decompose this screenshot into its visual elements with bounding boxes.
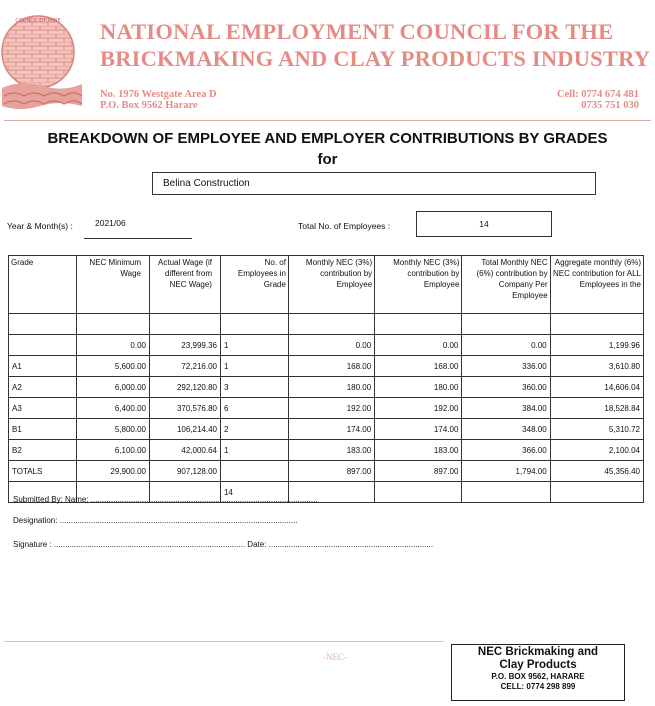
cell: TOTALS xyxy=(9,461,77,482)
total-employees-field[interactable]: 14 xyxy=(416,211,552,237)
table-totals-row xyxy=(9,461,644,482)
cell[interactable]: 3 xyxy=(220,377,288,398)
cell-line-2: 0735 751 030 xyxy=(581,100,639,111)
cell[interactable]: 1,199.96 xyxy=(550,335,643,356)
year-month-value[interactable]: 2021/06 xyxy=(95,218,126,228)
cell[interactable]: 1 xyxy=(220,335,288,356)
cell[interactable]: 6,100.00 xyxy=(76,440,149,461)
col-header-employee-contribution-a: Monthly NEC (3%) contribution by Employee xyxy=(288,256,374,314)
cell[interactable]: 384.00 xyxy=(462,398,550,419)
submitted-by-line[interactable]: Submitted By: Name: ...................................................................................................... xyxy=(13,495,318,504)
table-row xyxy=(9,398,644,419)
cell: 1,794.00 xyxy=(462,461,550,482)
cell xyxy=(550,482,643,503)
table-row xyxy=(9,419,644,440)
cell xyxy=(375,482,462,503)
cell[interactable]: B1 xyxy=(9,419,77,440)
cell[interactable]: 6 xyxy=(220,398,288,419)
cell[interactable]: 180.00 xyxy=(288,377,374,398)
official-stamp xyxy=(451,644,625,701)
cell[interactable]: 23,999.36 xyxy=(149,335,220,356)
cell xyxy=(462,482,550,503)
cell-line-1: Cell: 0774 674 481 xyxy=(557,89,639,100)
col-header-employees: No. of Employees in Grade xyxy=(220,256,288,314)
cell[interactable]: 192.00 xyxy=(288,398,374,419)
council-logo xyxy=(0,10,85,120)
cell[interactable]: 192.00 xyxy=(375,398,462,419)
table-row xyxy=(9,335,644,356)
cell[interactable]: 168.00 xyxy=(288,356,374,377)
cell[interactable]: A2 xyxy=(9,377,77,398)
cell[interactable]: B2 xyxy=(9,440,77,461)
company-name-field[interactable]: Belina Construction xyxy=(152,172,596,195)
address-line-1: No. 1976 Westgate Area D xyxy=(100,89,217,100)
cell[interactable]: 180.00 xyxy=(375,377,462,398)
footer-divider xyxy=(4,641,444,642)
cell[interactable]: 1 xyxy=(220,440,288,461)
table-row xyxy=(9,440,644,461)
cell: 897.00 xyxy=(375,461,462,482)
footer-nec-mark: -NEC- xyxy=(323,652,347,662)
org-line-1: NATIONAL EMPLOYMENT COUNCIL FOR THE xyxy=(100,19,614,44)
cell[interactable]: 0.00 xyxy=(375,335,462,356)
cell[interactable]: A1 xyxy=(9,356,77,377)
stamp-line-3: P.O. BOX 9562, HARARE xyxy=(491,672,585,681)
cell[interactable]: 5,310.72 xyxy=(550,419,643,440)
contributions-table xyxy=(8,255,644,503)
table-header-row xyxy=(9,256,644,314)
cell[interactable]: 1 xyxy=(220,356,288,377)
cell[interactable]: 2 xyxy=(220,419,288,440)
document-title: BREAKDOWN OF EMPLOYEE AND EMPLOYER CONTRIBUTIONS BY GRADES xyxy=(47,130,608,147)
total-employees-label: Total No. of Employees : xyxy=(298,221,391,231)
cell[interactable]: 14,606.04 xyxy=(550,377,643,398)
cell: 907,128.00 xyxy=(149,461,220,482)
col-header-total-monthly: Total Monthly NEC (6%) contribution by Company Per Employee xyxy=(462,256,550,314)
cell[interactable]: 0.00 xyxy=(288,335,374,356)
cell[interactable]: 2,100.04 xyxy=(550,440,643,461)
year-month-label: Year & Month(s) : xyxy=(7,221,73,231)
address-line-2: P.O. Box 9562 Harare xyxy=(100,100,198,111)
cell[interactable]: 0.00 xyxy=(76,335,149,356)
cell[interactable]: 366.00 xyxy=(462,440,550,461)
cell[interactable] xyxy=(9,335,77,356)
cell[interactable]: 174.00 xyxy=(375,419,462,440)
cell[interactable]: 336.00 xyxy=(462,356,550,377)
stamp-line-2: Clay Products xyxy=(499,659,577,671)
year-month-underline xyxy=(84,238,192,239)
table-row xyxy=(9,377,644,398)
cell: 14 xyxy=(220,482,288,503)
col-header-actual-wage: Actual Wage (if different from NEC Wage) xyxy=(149,256,220,314)
signature-date-line[interactable]: Signature : ...................................................................................... Date: .......................................................................... xyxy=(13,540,434,549)
col-header-min-wage: NEC Minimum Wage xyxy=(76,256,149,314)
cell[interactable]: 18,528.84 xyxy=(550,398,643,419)
cell[interactable]: 3,610.80 xyxy=(550,356,643,377)
cell[interactable]: 6,400.00 xyxy=(76,398,149,419)
cell[interactable]: 183.00 xyxy=(288,440,374,461)
cell[interactable]: 5,600.00 xyxy=(76,356,149,377)
cell[interactable]: 183.00 xyxy=(375,440,462,461)
cell[interactable]: 348.00 xyxy=(462,419,550,440)
cell[interactable]: 370,576.80 xyxy=(149,398,220,419)
cell[interactable]: A3 xyxy=(9,398,77,419)
logo-text: COUNCIL OF MINE xyxy=(15,18,61,24)
cell[interactable]: 360.00 xyxy=(462,377,550,398)
organization-name xyxy=(100,18,650,72)
cell: 29,900.00 xyxy=(76,461,149,482)
cell[interactable]: 168.00 xyxy=(375,356,462,377)
stamp-line-4: CELL: 0774 298 899 xyxy=(500,682,576,691)
cell[interactable]: 6,000.00 xyxy=(76,377,149,398)
cell[interactable]: 0.00 xyxy=(462,335,550,356)
phone-block xyxy=(557,89,639,111)
header-divider xyxy=(4,120,651,121)
col-header-grade: Grade xyxy=(9,256,77,314)
org-line-2: BRICKMAKING AND CLAY PRODUCTS INDUSTRY xyxy=(100,46,651,71)
cell xyxy=(220,461,288,482)
table-row xyxy=(9,356,644,377)
cell: 45,356.40 xyxy=(550,461,643,482)
col-header-employee-contribution-b: Monthly NEC (3%) contribution by Employee xyxy=(375,256,462,314)
address-block xyxy=(100,89,217,111)
designation-line[interactable]: Designation: ........................................................................................................... xyxy=(13,516,298,525)
table-spacer-row xyxy=(9,314,644,335)
cell: 897.00 xyxy=(288,461,374,482)
cell[interactable]: 42,000.64 xyxy=(149,440,220,461)
cell[interactable]: 106,214.40 xyxy=(149,419,220,440)
stamp-line-1: NEC Brickmaking and xyxy=(477,646,599,658)
cell[interactable]: 72,216.00 xyxy=(149,356,220,377)
cell[interactable]: 174.00 xyxy=(288,419,374,440)
cell[interactable]: 5,800.00 xyxy=(76,419,149,440)
cell[interactable]: 292,120.80 xyxy=(149,377,220,398)
col-header-aggregate: Aggregate monthly (6%) NEC contribution for ALL Employees in the xyxy=(550,256,643,314)
document-for-label: for xyxy=(317,151,338,168)
